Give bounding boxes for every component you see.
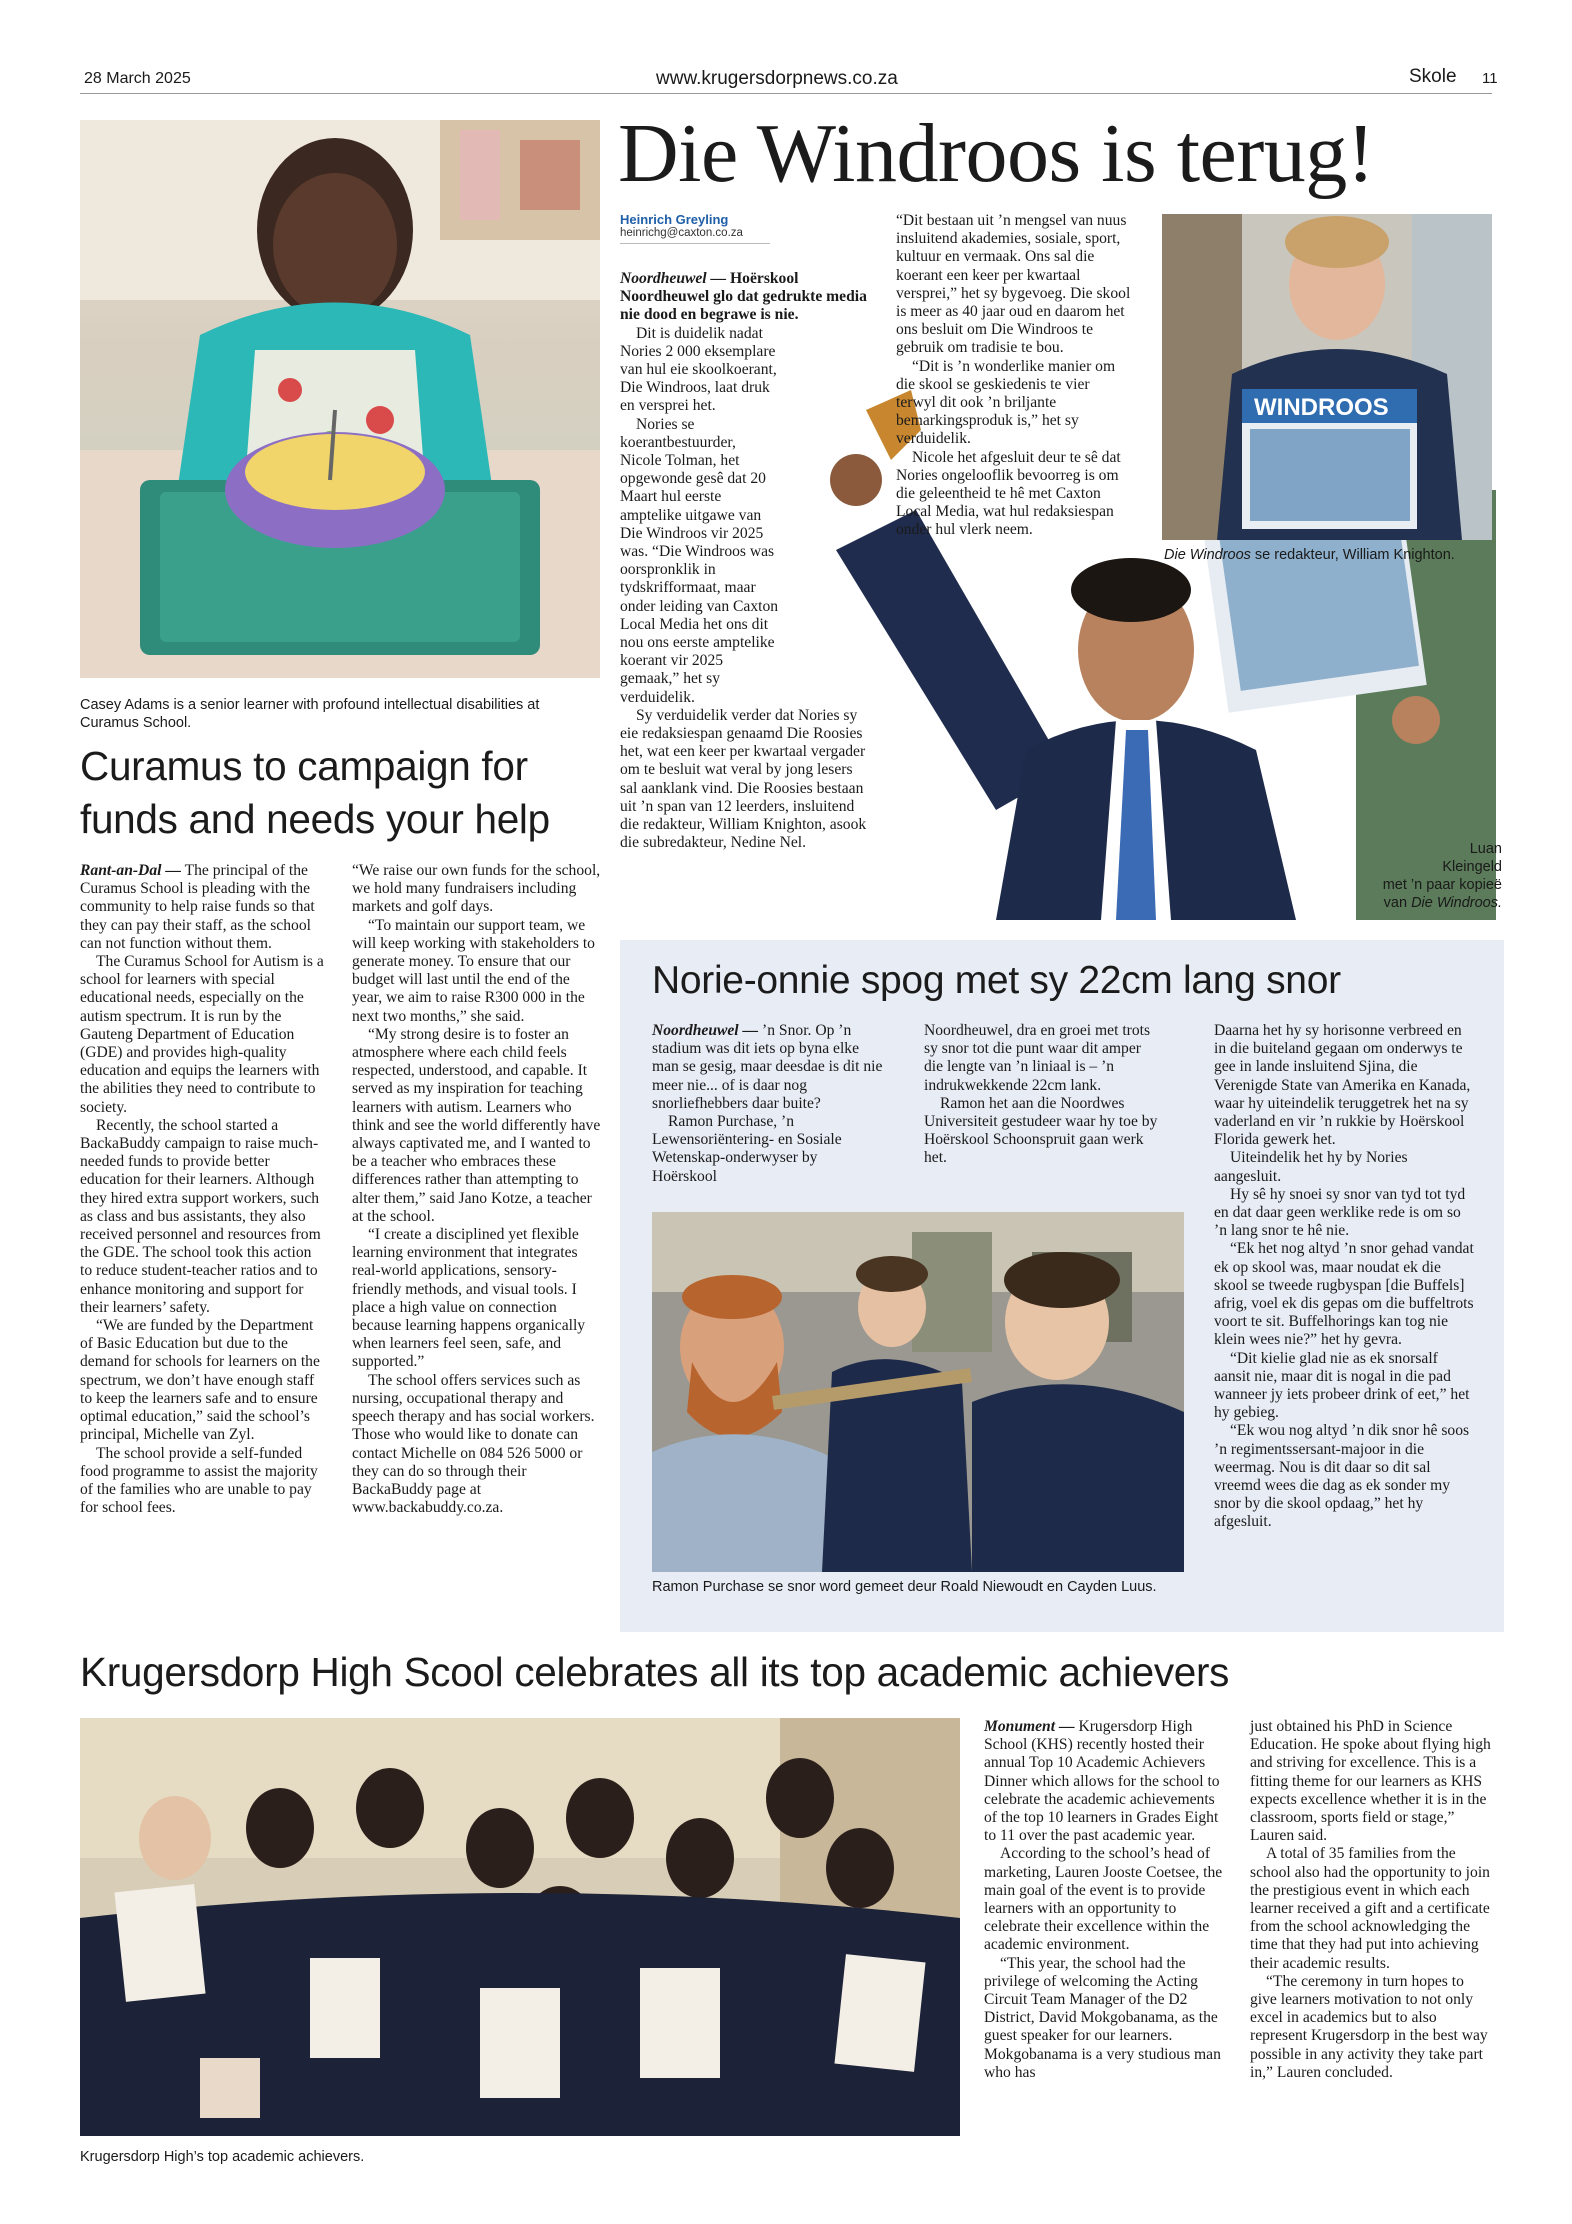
header-page-number: 11 <box>1482 70 1498 87</box>
windroos-luan-caption-line1: Luan <box>1469 841 1502 857</box>
curamus-col1-para-4: The school provide a self-funded food programme to assist the majority of the families who are unable to pay for school fees. <box>80 1444 318 1517</box>
windroos-col1-para-1: Nories se koerantbestuurder, Nicole Tolman, het opgewonde gesê dat 20 Maart hul eerste amptelike uitgawe van Die Windroos vir 2025 was. “Die Windroos was oorspronklik in tydskrifformaat, maar onder leiding van Caxton Local Media het ons dit nou ons eerste amptelike koerant vir 2025 gemaak,” het sy verduidelik. <box>620 415 779 706</box>
khs-col2-para-0: just obtained his PhD in Science Education. He spoke about flying high and striving for excellence. This is a fitting theme for our learners as KHS expects excellence whether it is in the classroom, sports field or stage,” Lauren said. <box>1250 1718 1491 1845</box>
curamus-col1-para-1: The Curamus School for Autism is a school for learners with special educational needs, especially on the autism spectrum. It is run by the Gauteng Department of Education (GDE) and provides high-quality education and equips the learners with the abilities they need to contribute to society. <box>80 953 324 1116</box>
header-date: 28 March 2025 <box>84 70 191 87</box>
curamus-photo-caption: Casey Adams is a senior learner with profound intellectual disabilities at Curamus School. <box>80 697 540 731</box>
windroos-headline: Die Windroos is terug! <box>618 107 1375 200</box>
norie-col3-para-4: “Dit kielie glad nie as ek snorsalf aansit nie, maar dit is nogal in die pad wanneer jy iets probeer drink of eet,” het hy gebieg. <box>1214 1349 1470 1422</box>
curamus-col1-para-2: Recently, the school started a BackaBuddy campaign to raise much-needed funds to provide better education for their learners. Although they hired extra support workers, such as class and bus assistants, they also received personnel and resources from the GDE. The school took this action to reduce student-teacher ratios and to enhance monitoring and support for their learners’ safety. <box>80 1116 321 1316</box>
windroos-editor-caption-italic: Die Windroos <box>1164 547 1251 563</box>
curamus-col1-para-3: “We are funded by the Department of Basic Education but due to the demand for schools for learners on the spectrum, we don’t have enough staff to keep the learners safe and to ensure optimal education,” said the school’s principal, Michelle van Zyl. <box>80 1317 320 1444</box>
norie-col3-para-1: Uiteindelik het hy by Nories aangesluit. <box>1214 1149 1408 1185</box>
norie-photo <box>652 1212 1184 1572</box>
curamus-col2-para-3: “I create a disciplined yet flexible learning environment that integrates real-world applications, sensory-friendly methods, and visual tools. I place a high value on connection because learning happens organically when learners feel seen, safe, and supported.” <box>352 1226 586 1371</box>
norie-col2-para-0: Noordheuwel, dra en groei met trots sy snor tot die punt waar dit amper die lengte van ’n liniaal is – ’n indrukwekkende 22cm lank. <box>924 1022 1151 1094</box>
curamus-headline <box>80 740 620 846</box>
windroos-luan-caption-line2: Kleingeld <box>1442 859 1502 875</box>
khs-col1-para-2: “This year, the school had the privilege of welcoming the Acting Circuit Team Manager of the D2 District, David Mokgobanama, as the guest speaker for our learners. Mokgobanama is a very studious man who has <box>984 1954 1221 2081</box>
khs-col1-para-first <box>984 1718 1224 1845</box>
khs-photo-caption: Krugersdorp High’s top academic achievers. <box>80 2149 365 2165</box>
norie-photo-caption: Ramon Purchase se snor word gemeet deur Roald Niewoudt en Cayden Luus. <box>652 1579 1157 1595</box>
curamus-col2-para-2: “My strong desire is to foster an atmosphere where each child feels respected, understood, and capable. It served as my inspiration for teaching learners with autism. Learners who think and see the world differently have always captivated me, and I wanted to be a teacher who embraces these differences rather than attempting to alter them,” said Jano Kotze, a teacher at the school. <box>352 1025 601 1225</box>
curamus-col2-para-1: “To maintain our support team, we will keep working with stakeholders to generate money. To ensure that our budget will last until the end of the year, we aim to raise R300 000 in the next two months,” she said. <box>352 916 595 1025</box>
windroos-luan-caption-line4 <box>1310 894 1502 912</box>
windroos-col2 <box>896 212 1150 540</box>
norie-col1-para-1: Ramon Purchase, ’n Lewensoriëntering- en Sosiale Wetenskap-onderwyser by Hoërskool <box>652 1113 842 1185</box>
khs-col1-para-1: According to the school’s head of marketing, Lauren Jooste Coetsee, the main goal of the event is to provide learners with an opportunity to celebrate their excellence within the academic environment. <box>984 1845 1223 1954</box>
norie-col3-para-0: Daarna het hy sy horisonne verbreed en in die buiteland gegaan om onderwys te gee in lande insluitend Sjina, die Verenigde State van Amerika en Kanada, waar hy uiteindelik teruggetrek het na sy vaderland en vir ’n rukkie by Hoërskool Florida gewerk het. <box>1214 1022 1471 1149</box>
norie-headline: Norie-onnie spog met sy 22cm lang snor <box>652 959 1341 1002</box>
windroos-byline-rule <box>620 243 770 244</box>
khs-col2 <box>1250 1718 1494 2082</box>
khs-col2-para-1: A total of 35 families from the school also had the opportunity to join the prestigious event in which each learner received a gift and a certificate from the school acknowledging the time that they had put into achieving their academic results. <box>1250 1845 1490 1972</box>
norie-col3-para-3: “Ek het nog altyd ’n snor gehad vandat ek op skool was, maar noudat ek die skool se tweede rugbyspan [die Buffels] afrig, voel ek dis gepas om die buffeltrots voort te sit. Buffelhorings kan tog nie klein wees nie?” het hy gevra. <box>1214 1240 1474 1349</box>
windroos-lead: Hoërskool Noordheuwel glo dat gedrukte media nie dood en begrawe is nie. <box>620 270 867 324</box>
header-rule <box>80 93 1492 94</box>
curamus-col2 <box>352 862 602 1517</box>
windroos-byline <box>620 212 770 244</box>
windroos-editor-newspaper-mast: WINDROOS <box>1254 394 1389 421</box>
khs-photo <box>80 1718 960 2136</box>
windroos-col1-para-0: Dit is duidelik nadat Nories 2 000 eksemplare van hul eie skoolkoerant, Die Windroos, laat druk en versprei het. <box>620 324 777 415</box>
windroos-lead-para <box>620 270 882 325</box>
windroos-col2-para-1: “Dit is ’n wonderlike manier om die skool se geskiedenis te vier terwyl dit ook ’n briljante bemarkingsproduk is,” het sy verduidelik. <box>896 357 1116 448</box>
windroos-luan-caption-line3: met ’n paar kopieë <box>1382 877 1502 893</box>
norie-col2-para-1: Ramon het aan die Noordwes Universiteit gestudeer waar hy toe by Hoërskool Schoonspruit gaan werk het. <box>924 1094 1158 1167</box>
windroos-editor-caption <box>1164 546 1455 564</box>
norie-col2 <box>924 1022 1158 1168</box>
header-url[interactable]: www.krugersdorpnews.co.za <box>656 68 898 89</box>
windroos-luan-caption-pre: van <box>1383 895 1412 911</box>
windroos-author-email[interactable]: heinrichg@caxton.co.za <box>620 227 743 239</box>
curamus-dateline: Rant-an-Dal — <box>80 862 181 879</box>
khs-col1 <box>984 1718 1224 2082</box>
khs-dateline: Monument — <box>984 1718 1075 1735</box>
norie-col3-para-5: “Ek wou nog altyd ’n dik snor hê soos ’n regimentssersant-majoor in die weermag. Nou is dit daar so dit sal vreemd wees die dag as ek sonder my snor by die skool opdaag,” het hy afgesluit. <box>1214 1422 1470 1531</box>
curamus-headline-line1: Curamus to campaign for <box>80 743 528 789</box>
norie-col3-para-2: Hy sê hy snoei sy snor van tyd tot tyd en dat daar geen werklike rede is om so ’n lang snor te hê nie. <box>1214 1185 1466 1240</box>
windroos-col1-para-2: Sy verduidelik verder dat Nories sy eie redaksiespan genaamd Die Roosies het, wat een keer per kwartaal vergader om te besluit wat veral by jong lesers sal aanklank vind. Die Roosies bestaan uit ’n span van 12 leerders, insluitend die redakteur, William Knighton, asook die subredakteur, Nedine Nel. <box>620 706 867 852</box>
windroos-dateline: Noordheuwel — <box>620 270 727 287</box>
windroos-col2-para-2: Nicole het afgesluit deur te sê dat Nories ongelooflik bevoorreg is om die geleentheid te hê met Caxton Local Media, wat hul redaksiespan onder hul vlerk neem. <box>896 448 1121 539</box>
curamus-headline-line2: funds and needs your help <box>80 796 550 842</box>
khs-col1-para-0: Krugersdorp High School (KHS) recently hosted their annual Top 10 Academic Achievers Dinner which allows for the school to celebrate the academic achievements of the top 10 learners in Grades Eight to 11 over the past academic year. <box>984 1718 1220 1845</box>
curamus-col1-para-0: The principal of the Curamus School is pleading with the community to help raise funds so that they can pay their staff, as the school can not function without them. <box>80 862 315 952</box>
khs-headline: Krugersdorp High Scool celebrates all its top academic achievers <box>80 1649 1230 1695</box>
norie-dateline: Noordheuwel — <box>652 1022 759 1039</box>
norie-col1-para-first <box>652 1022 886 1113</box>
windroos-editor-caption-rest: se redakteur, William Knighton. <box>1250 547 1455 563</box>
curamus-col2-para-4: The school offers services such as nursing, occupational therapy and speech therapy and has social workers. Those who would like to donate can contact Michelle on 084 526 5000 or they can do so through their BackaBuddy page at www.backabuddy.co.za. <box>352 1371 595 1517</box>
norie-col3 <box>1214 1022 1476 1532</box>
windroos-editor-photo <box>1162 214 1492 540</box>
curamus-photo <box>80 120 600 678</box>
windroos-luan-caption <box>1310 840 1502 912</box>
norie-col1-para-0: ’n Snor. Op ’n stadium was dit iets op byna elke man se gesig, maar deesdae is dit nie meer nie... of is daar nog snorliefhebbers daar buite? <box>652 1022 883 1112</box>
header-section: Skole <box>1409 66 1457 87</box>
windroos-luan-caption-italic: Die Windroos. <box>1411 895 1502 911</box>
curamus-col2-para-0: “We raise our own funds for the school, we hold many fundraisers including markets and golf days. <box>352 862 601 916</box>
khs-col2-para-2: “The ceremony in turn hopes to give learners motivation to not only excel in academics but to also represent Krugersdorp in the best way possible in any activity they take part in,” Lauren concluded. <box>1250 1972 1488 2081</box>
windroos-col2-para-0: “Dit bestaan uit ’n mengsel van nuus insluitend akademies, sosiale, sport, kultuur en vermaak. Ons sal die koerant een keer per kwartaal versprei,” het sy bygevoeg. Die skool is meer as 40 jaar oud en daarom het ons besluit om Die Windroos te gebruik om tradisie te bou. <box>896 212 1131 357</box>
windroos-author-name: Heinrich Greyling <box>620 212 729 227</box>
curamus-para <box>80 862 324 953</box>
curamus-col1 <box>80 862 324 1517</box>
norie-col1 <box>652 1022 886 1186</box>
